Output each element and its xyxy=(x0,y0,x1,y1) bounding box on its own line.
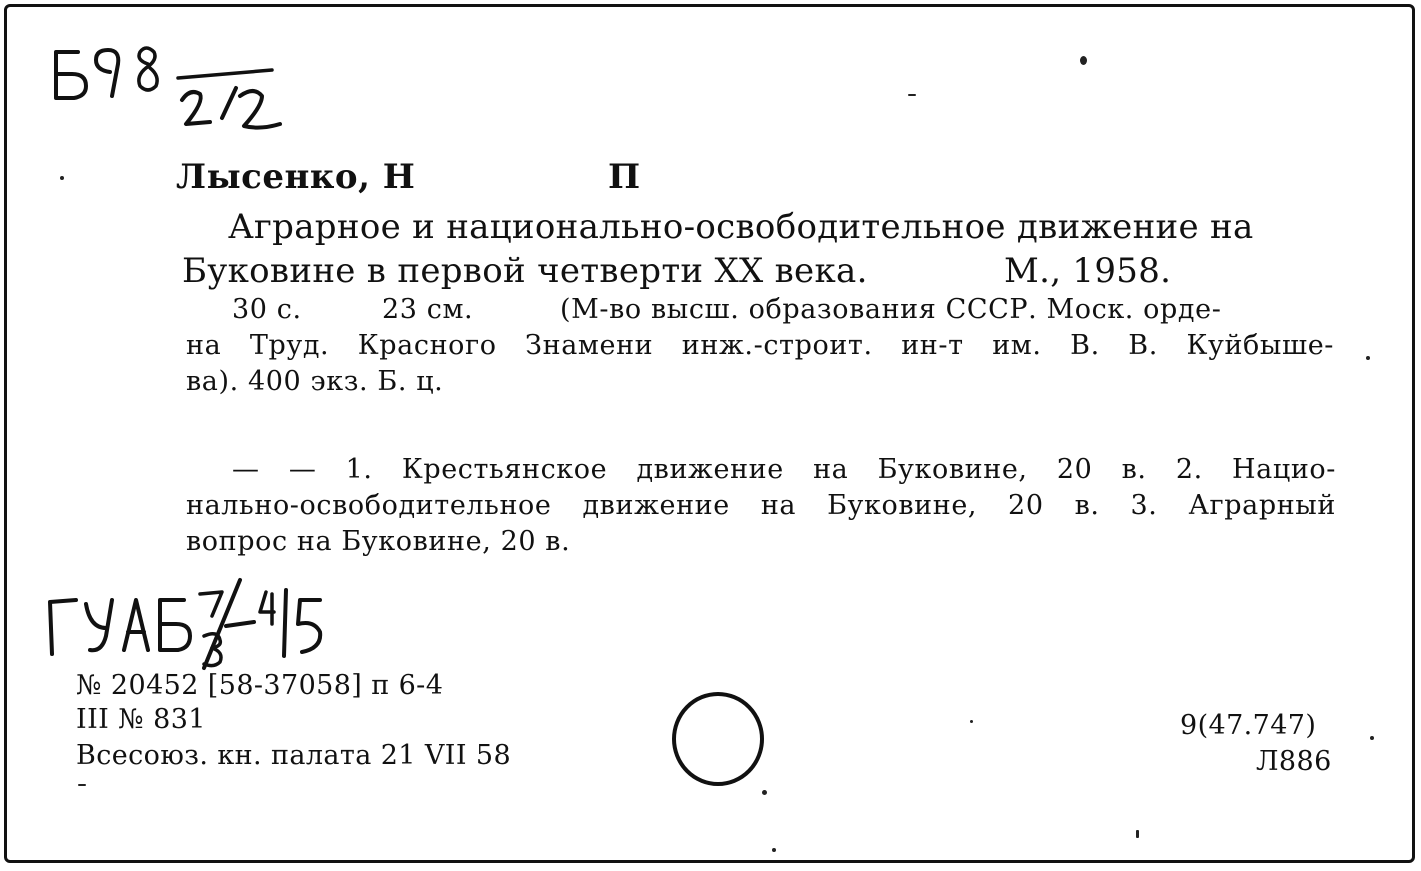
imprint: М., 1958. xyxy=(1004,251,1172,291)
scan-speck xyxy=(762,790,767,795)
collation-pages: 30 с. xyxy=(232,294,302,325)
classification-udc: 9(47.747) xyxy=(1180,710,1317,741)
title-line-1: Аграрное и национально-освободительное движение на xyxy=(228,207,1254,247)
author-patronymic-initial: П xyxy=(608,157,641,197)
collation-size: 23 см. xyxy=(382,294,474,325)
scan-speck xyxy=(970,720,973,723)
series-line-2: на Труд. Красного Знамени инж.-строит. ин-т им. В. В. Куйбыше- xyxy=(186,330,1334,361)
scan-speck xyxy=(1080,56,1087,65)
scan-speck xyxy=(772,848,776,852)
scan-speck xyxy=(1366,356,1370,360)
footer-line-3: Всесоюз. кн. палата 21 VII 58 xyxy=(76,740,512,771)
subjects-line-2: нально-освободительное движение на Буковине, 20 в. 3. Аграрный xyxy=(186,490,1336,521)
subjects-line-3: вопрос на Буковине, 20 в. xyxy=(186,526,571,557)
series-line-1: (М-во высш. образования СССР. Моск. орде- xyxy=(560,294,1222,325)
footer-line-1: № 20452 [58-37058] п 6-4 xyxy=(76,670,444,701)
scan-speck xyxy=(1370,736,1374,740)
title-line-2: Буковине в первой четверти XX века. xyxy=(182,251,868,291)
scan-speck xyxy=(908,94,916,96)
subjects-line-1: — — 1. Крестьянское движение на Буковине, 20 в. 2. Нацио- xyxy=(232,454,1336,485)
punch-hole xyxy=(670,690,770,790)
handwritten-library-mark xyxy=(40,572,330,672)
scan-speck xyxy=(1136,830,1139,838)
footer-line-2: III № 831 xyxy=(76,704,206,735)
classification-author-mark: Л886 xyxy=(1256,746,1332,777)
scan-speck xyxy=(60,176,64,180)
author-name: Лысенко, Н xyxy=(176,157,416,197)
series-line-3: ва). 400 экз. Б. ц. xyxy=(186,366,444,397)
scan-speck xyxy=(78,784,86,786)
handwritten-shelfmark xyxy=(40,30,300,150)
